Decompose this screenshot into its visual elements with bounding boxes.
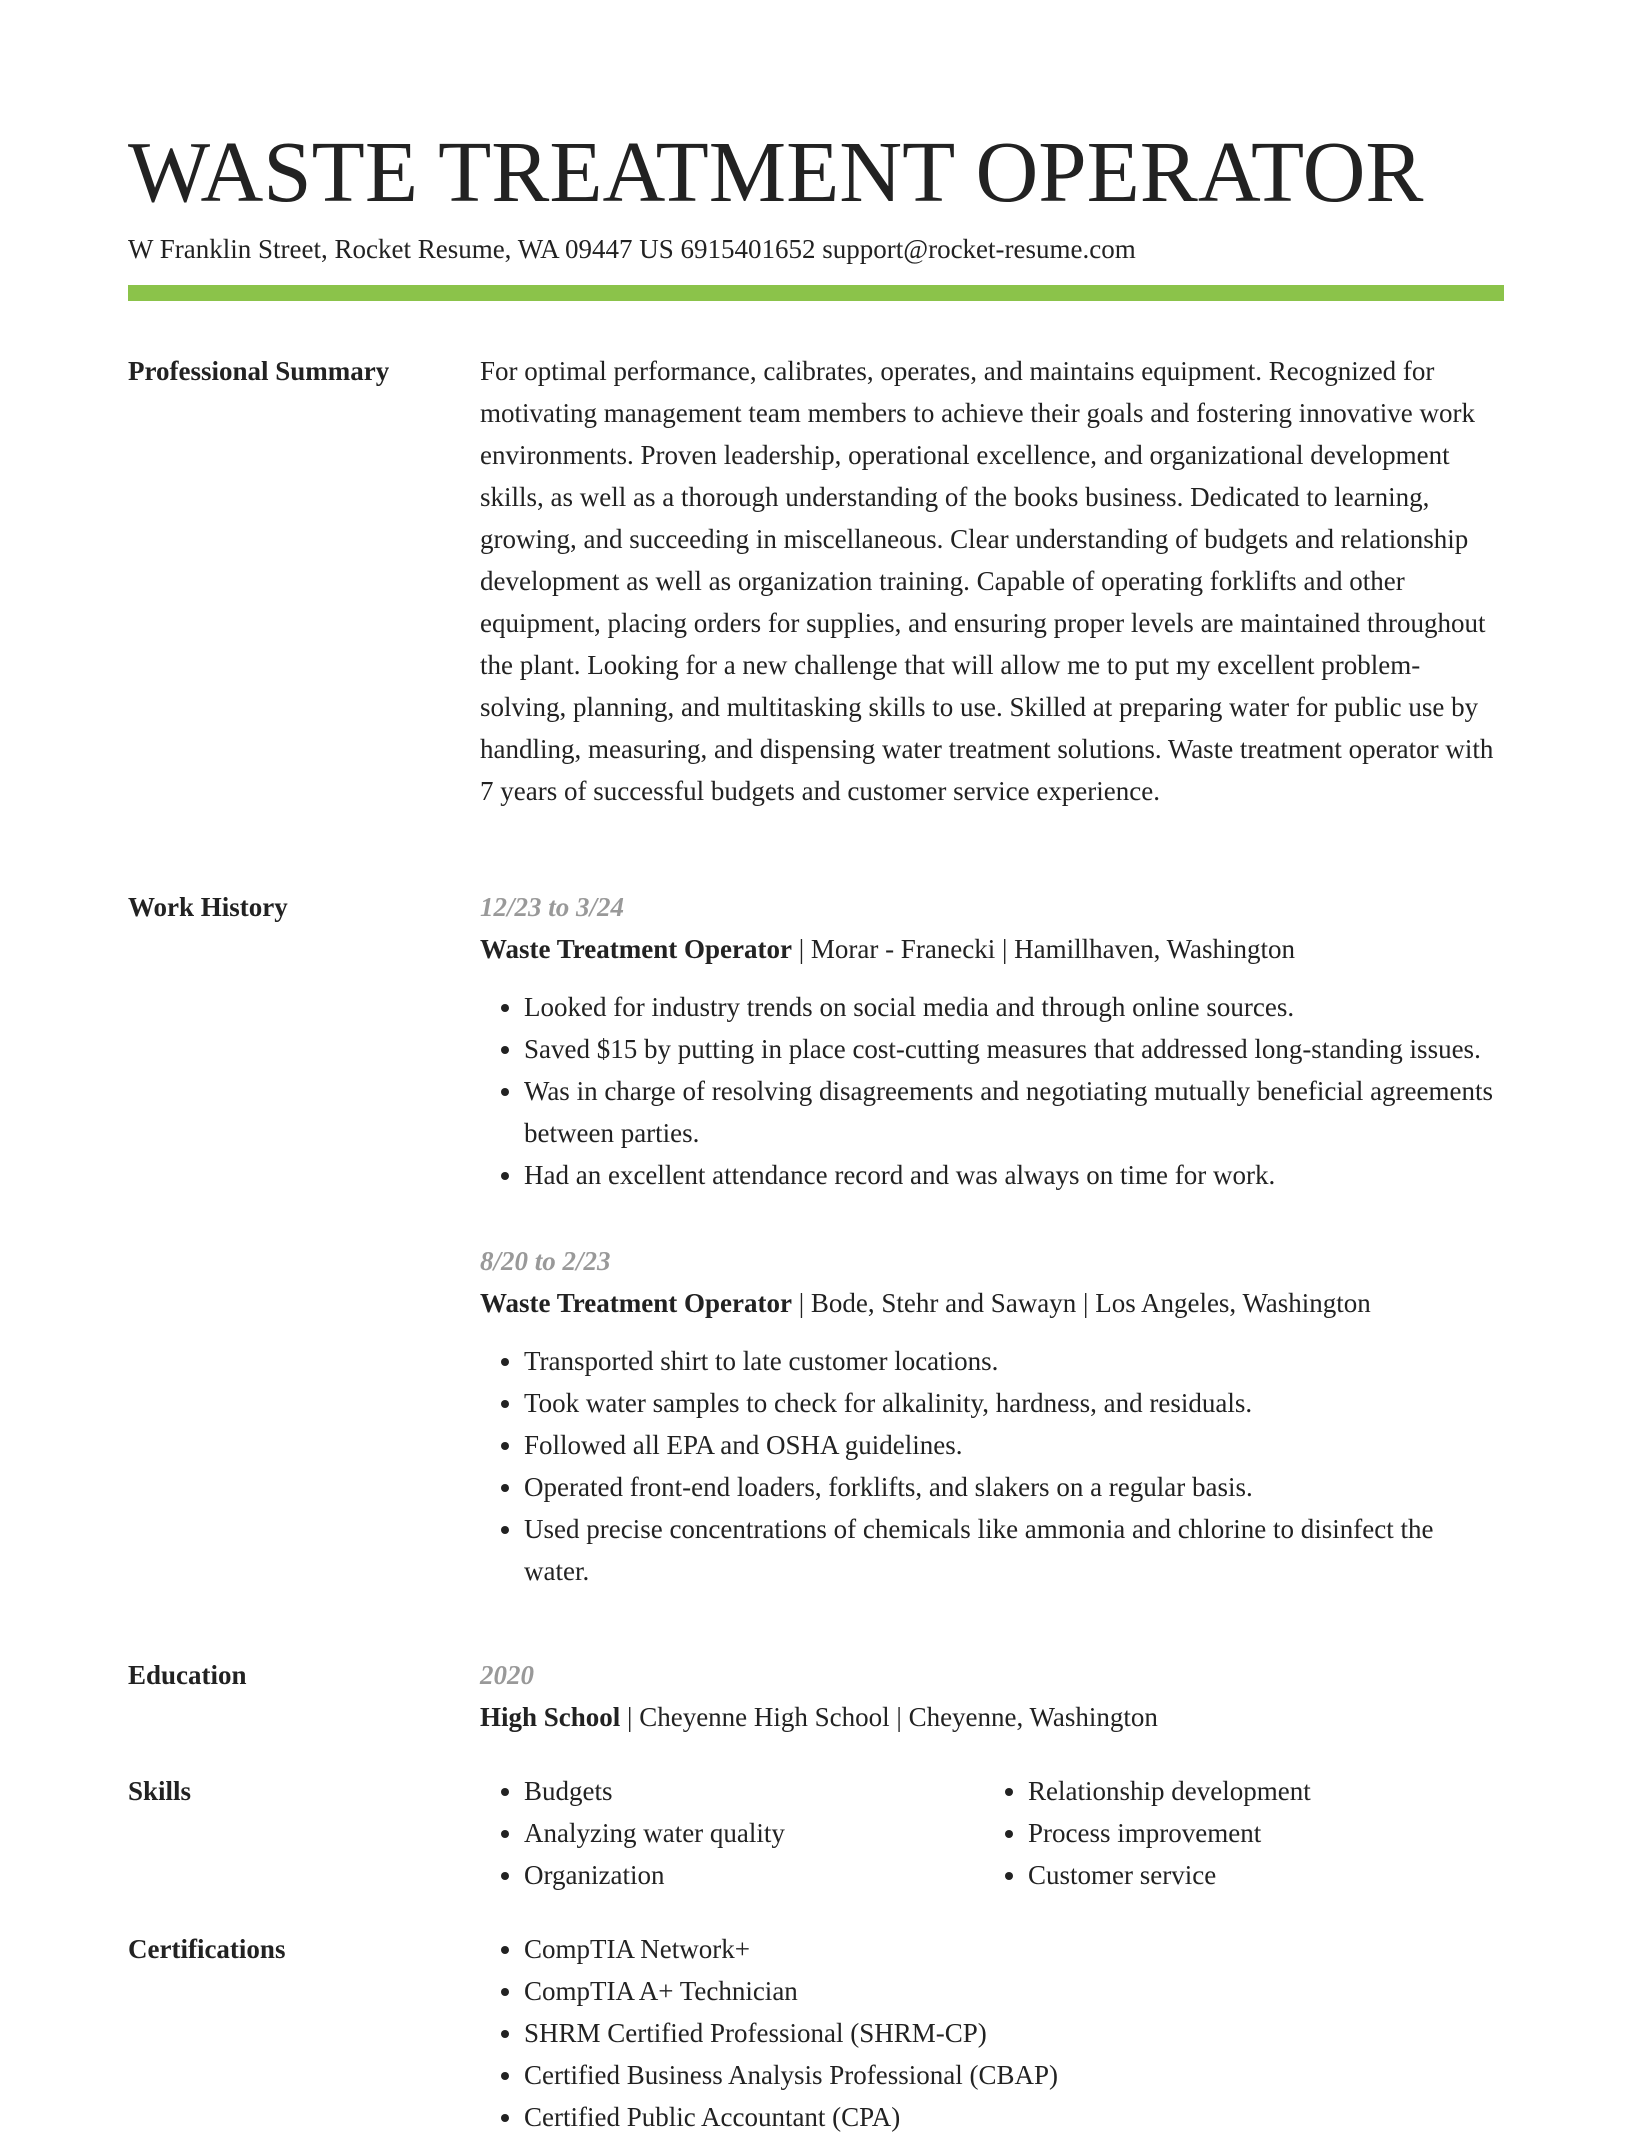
job-bullet: • Transported shirt to late customer locations. bbox=[524, 1340, 1504, 1382]
work-history-body bbox=[480, 886, 1504, 1592]
job-dates: 8/20 to 2/23 bbox=[480, 1246, 611, 1276]
candidate-name: WASTE TREATMENT OPERATOR bbox=[128, 123, 1424, 220]
job-bullet: • Took water samples to check for alkalinity, hardness, and residuals. bbox=[524, 1382, 1504, 1424]
skill-item: • Customer service bbox=[1028, 1854, 1488, 1896]
certifications-list bbox=[480, 1928, 1504, 2138]
certification-item: • CompTIA Network+ bbox=[524, 1928, 1504, 1970]
job-entry bbox=[480, 886, 1504, 1196]
job-bullets bbox=[480, 986, 1504, 1196]
skills-body bbox=[480, 1770, 1504, 1896]
certification-item: • SHRM Certified Professional (SHRM-CP) bbox=[524, 2012, 1504, 2054]
job-entry bbox=[480, 1240, 1504, 1592]
certifications-body bbox=[480, 1928, 1504, 2138]
job-bullet: • Operated front-end loaders, forklifts, and slakers on a regular basis. bbox=[524, 1466, 1504, 1508]
job-heading bbox=[480, 1282, 1504, 1324]
job-bullet: • Looked for industry trends on social media and through online sources. bbox=[524, 986, 1504, 1028]
contact-line: W Franklin Street, Rocket Resume, WA 09447 US 6915401652 support@rocket-resume.com bbox=[128, 234, 1136, 264]
education-heading bbox=[480, 1696, 1504, 1738]
job-bullet: • Had an excellent attendance record and was always on time for work. bbox=[524, 1154, 1504, 1196]
education-body bbox=[480, 1654, 1504, 1738]
job-details: | Morar - Franecki | Hamillhaven, Washington bbox=[791, 934, 1295, 964]
job-details: | Bode, Stehr and Sawayn | Los Angeles, Washington bbox=[791, 1288, 1371, 1318]
skills-list-left bbox=[480, 1770, 984, 1896]
job-dates: 12/23 to 3/24 bbox=[480, 892, 625, 922]
education-details: | Cheyenne High School | Cheyenne, Washington bbox=[620, 1702, 1158, 1732]
certification-item: • Certified Business Analysis Professional (CBAP) bbox=[524, 2054, 1504, 2096]
job-title: Waste Treatment Operator bbox=[480, 934, 792, 964]
skill-item: • Process improvement bbox=[1028, 1812, 1488, 1854]
certifications-label: Certifications bbox=[128, 1934, 286, 1964]
skills-columns bbox=[480, 1770, 1504, 1896]
job-heading bbox=[480, 928, 1504, 970]
job-bullet: • Followed all EPA and OSHA guidelines. bbox=[524, 1424, 1504, 1466]
certification-item: • CompTIA A+ Technician bbox=[524, 1970, 1504, 2012]
certification-item: • Certified Public Accountant (CPA) bbox=[524, 2096, 1504, 2138]
job-title: Waste Treatment Operator bbox=[480, 1288, 792, 1318]
skill-item: • Organization bbox=[524, 1854, 984, 1896]
skills-list-right bbox=[984, 1770, 1488, 1896]
skill-item: • Relationship development bbox=[1028, 1770, 1488, 1812]
skill-item: • Budgets bbox=[524, 1770, 984, 1812]
education-degree: High School bbox=[480, 1702, 621, 1732]
job-bullet: • Used precise concentrations of chemicals like ammonia and chlorine to disinfect the water. bbox=[524, 1508, 1504, 1592]
summary-label: Professional Summary bbox=[128, 356, 390, 386]
header-accent-rule bbox=[128, 285, 1504, 301]
education-label: Education bbox=[128, 1660, 247, 1690]
summary-text: For optimal performance, calibrates, operates, and maintains equipment. Recognized for motivating management team members to achieve their goals and fostering innovative work environments. Proven leadership, operational excellence, and organizational development skills, as well as a thorough understanding of the books business. Dedicated to learning, growing, and succeeding in miscellaneous. Clear understanding of budgets and relationship development as well as organization training. Capable of operating forklifts and other equipment, placing orders for supplies, and ensuring proper levels are maintained throughout the plant. Looking for a new challenge that will allow me to put my excellent problem-solving, planning, and multitasking skills to use. Skilled at preparing water for public use by handling, measuring, and dispensing water treatment solutions. Waste treatment operator with 7 years of successful budgets and customer service experience. bbox=[480, 356, 1494, 806]
education-year: 2020 bbox=[480, 1660, 534, 1690]
job-bullets bbox=[480, 1340, 1504, 1592]
job-bullet: • Was in charge of resolving disagreements and negotiating mutually beneficial agreements between parties. bbox=[524, 1070, 1504, 1154]
summary-body bbox=[480, 350, 1504, 812]
work-history-label: Work History bbox=[128, 892, 288, 922]
skill-item: • Analyzing water quality bbox=[524, 1812, 984, 1854]
job-bullet: • Saved $15 by putting in place cost-cutting measures that addressed long-standing issues. bbox=[524, 1028, 1504, 1070]
skills-label: Skills bbox=[128, 1776, 192, 1806]
